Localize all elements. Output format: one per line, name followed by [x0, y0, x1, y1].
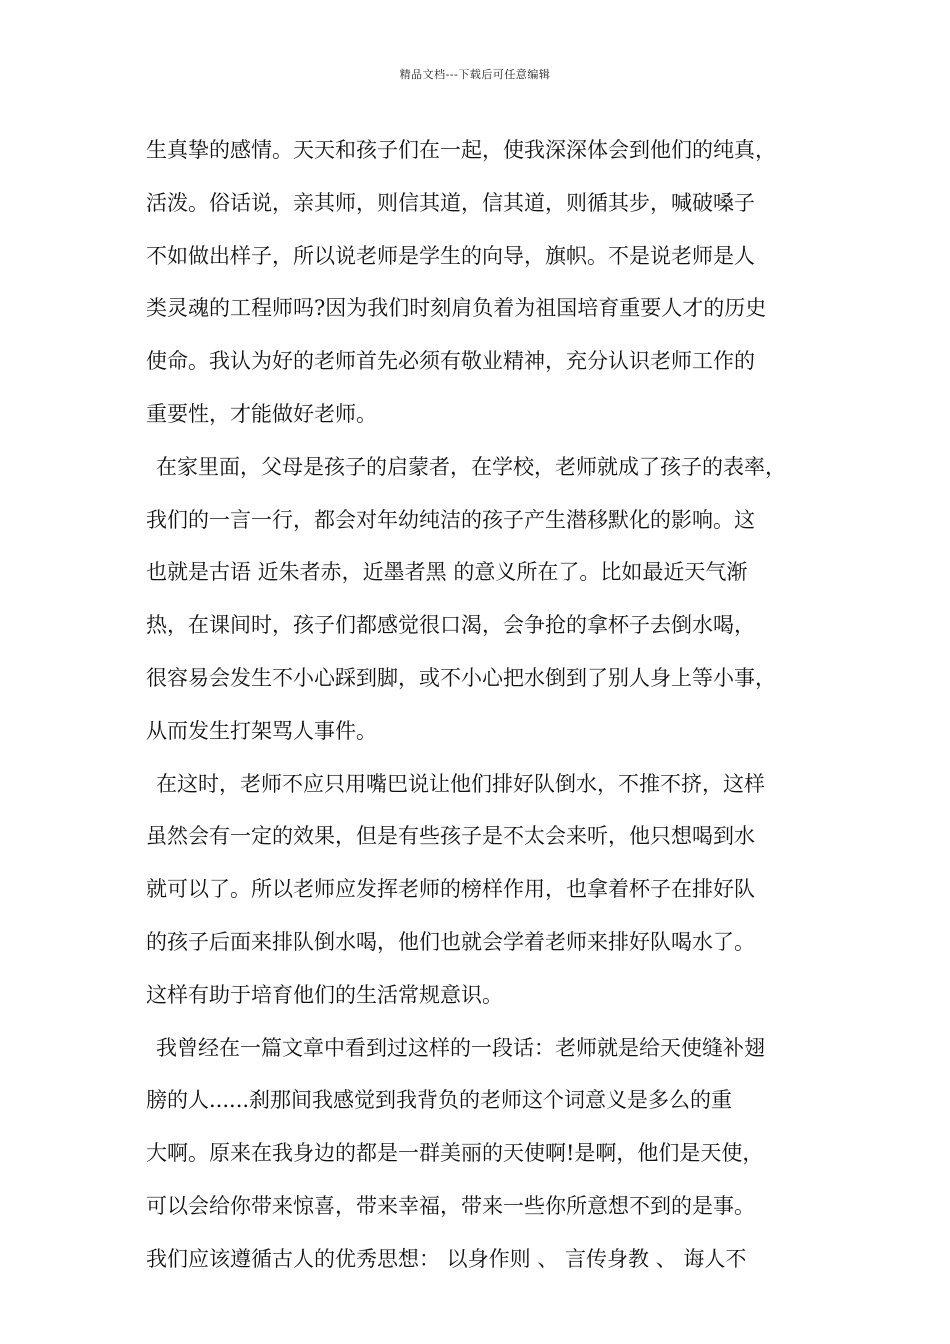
- paragraph-start-line: 在这时，老师不应只用嘴巴说让他们排好队倒水，不推不挤，这样: [156, 771, 765, 796]
- page-header: 精品文档---下载后可任意编辑: [399, 68, 551, 81]
- paragraph-start-line: 我曾经在一篇文章中看到过这样的一段话：老师就是给天使缝补翅: [156, 1035, 765, 1060]
- text-line: 的孩子后面来排队倒水喝，他们也就会学着老师来排好队喝水了。: [146, 929, 755, 954]
- text-line: 就可以了。所以老师应发挥老师的榜样作用，也拿着杯子在排好队: [146, 877, 755, 902]
- text-line: 也就是古语 近朱者赤，近墨者黑 的意义所在了。比如最近天气渐: [146, 560, 748, 585]
- text-line: 活泼。俗话说，亲其师，则信其道，信其道，则循其步，喊破嗓子: [146, 190, 755, 215]
- text-line: 使命。我认为好的老师首先必须有敬业精神，充分认识老师工作的: [146, 349, 755, 374]
- text-line: 这样有助于培育他们的生活常规意识。: [146, 982, 503, 1007]
- text-line: 重要性，才能做好老师。: [146, 401, 377, 426]
- text-line: 从而发生打架骂人事件。: [146, 718, 377, 743]
- paragraph-start-line: 在家里面，父母是孩子的启蒙者，在学校，老师就成了孩子的表率，: [156, 454, 786, 479]
- text-line: 虽然会有一定的效果，但是有些孩子是不太会来听，他只想喝到水: [146, 824, 755, 849]
- text-line: 生真挚的感情。天天和孩子们在一起，使我深深体会到他们的纯真，: [146, 138, 776, 162]
- text-line: 类灵魂的工程师吗?因为我们时刻肩负着为祖国培育重要人才的历史: [146, 296, 767, 321]
- text-line: 可以会给你带来惊喜，带来幸福，带来一些你所意想不到的是事。: [146, 1193, 755, 1218]
- text-line: 大啊。原来在我身边的都是一群美丽的天使啊!是啊，他们是天使，: [146, 1141, 764, 1166]
- text-line: 不如做出样子，所以说老师是学生的向导，旗帜。不是说老师是人: [146, 243, 755, 268]
- text-line: 膀的人......刹那间我感觉到我背负的老师这个词意义是多么的重: [146, 1088, 733, 1113]
- document-body: [146, 128, 826, 1290]
- text-line: 我们应该遵循古人的优秀思想： 以身作则 、 言传身教 、 诲人不: [146, 1246, 747, 1271]
- text-line: 我们的一言一行，都会对年幼纯洁的孩子产生潜移默化的影响。这: [146, 507, 755, 532]
- text-line: 很容易会发生不小心踩到脚，或不小心把水倒到了别人身上等小事，: [146, 665, 776, 690]
- text-line: 热，在课间时，孩子们都感觉很口渴，会争抢的拿杯子去倒水喝，: [146, 613, 755, 638]
